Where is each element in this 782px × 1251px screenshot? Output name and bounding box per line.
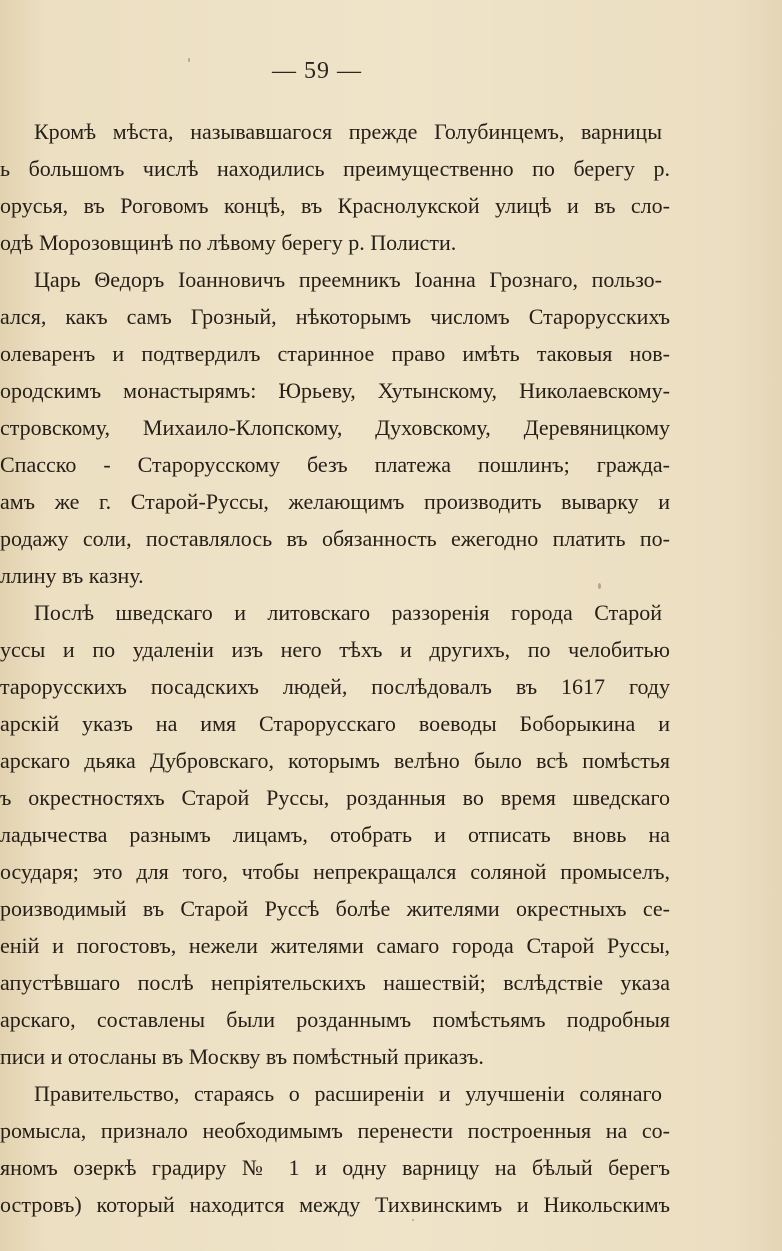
text-line: писи и отосланы въ Москву въ помѣстный приказъ. xyxy=(0,1044,484,1069)
text-line: тарорусскихъ посадскихъ людей, послѣдовалъ въ 1617 году xyxy=(0,674,670,699)
text-line: ллину въ казну. xyxy=(0,563,144,588)
text-line: ладычества разнымъ лицамъ, отобрать и отписать вновь на xyxy=(0,822,670,847)
text-line: островъ) который находится между Тихвинскимъ и Никольскимъ xyxy=(0,1192,670,1217)
text-line: арскаго дьяка Дубровскаго, которымъ велѣно было всѣ помѣстья xyxy=(0,748,670,773)
text-line: ь большомъ числѣ находились преимущественно по берегу р. xyxy=(0,156,670,181)
text-line: ородскимъ монастырямъ: Юрьеву, Хутынскому, Николаевскому- xyxy=(0,378,670,403)
text-line: амъ же г. Старой-Руссы, желающимъ производить выварку и xyxy=(0,489,670,514)
text-line: Послѣ шведскаго и литовскаго раззоренія города Старой xyxy=(34,600,662,625)
paper-speck xyxy=(598,583,601,589)
text-line: Правительство, стараясь о расширеніи и улучшеніи солянаго xyxy=(34,1081,662,1106)
text-line: родажу соли, поставлялось въ обязанность ежегодно платить по- xyxy=(0,526,670,551)
text-line: уссы и по удаленіи изъ него тѣхъ и другихъ, по челобитью xyxy=(0,637,670,662)
text-line: арскаго, составлены были розданнымъ помѣстьямъ подробныя xyxy=(0,1007,670,1032)
text-line: олеваренъ и подтвердилъ старинное право имѣть таковыя нов- xyxy=(0,341,670,366)
text-line: ался, какъ самъ Грозный, нѣкоторымъ числомъ Старорусскихъ xyxy=(0,304,670,329)
text-line: ъ окрестностяхъ Старой Руссы, розданныя во время шведскаго xyxy=(0,785,670,810)
text-line: стровскому, Михаило-Клопскому, Духовскому, Деревяницкому xyxy=(0,415,670,440)
text-line: осударя; это для того, чтобы непрекращался соляной промыселъ, xyxy=(0,859,670,884)
text-line: арскій указъ на имя Старорусскаго воеводы Боборыкина и xyxy=(0,711,670,736)
text-line: яномъ озеркѣ градиру № 1 и одну варницу на бѣлый берегъ xyxy=(0,1155,670,1180)
text-line: Кромѣ мѣста, называвшагося прежде Голубинцемъ, варницы xyxy=(34,119,662,144)
text-line: одѣ Морозовщинѣ по лѣвому берегу р. Полисти. xyxy=(0,230,457,255)
paper-speck xyxy=(188,58,190,62)
text-line: Царь Θедоръ Іоанновичъ преемникъ Іоанна Грознаго, пользо- xyxy=(34,267,662,292)
text-line: ромысла, признало необходимымъ перенести построенныя на со- xyxy=(0,1118,670,1143)
text-line: Спасско - Старорусскому безъ платежа пошлинъ; гражда- xyxy=(0,452,670,477)
text-line: апустѣвшаго послѣ непріятельскихъ нашествій; вслѣдствіе указа xyxy=(0,970,670,995)
paper-speck xyxy=(412,1219,414,1221)
text-line: еній и погостовъ, нежели жителями самаго города Старой Руссы, xyxy=(0,933,670,958)
text-line: орусья, въ Роговомъ концѣ, въ Краснолукской улицѣ и въ сло- xyxy=(0,193,670,218)
page-number: — 59 — xyxy=(272,58,362,84)
text-line: роизводимый въ Старой Руссѣ болѣе жителями окрестныхъ се- xyxy=(0,896,670,921)
